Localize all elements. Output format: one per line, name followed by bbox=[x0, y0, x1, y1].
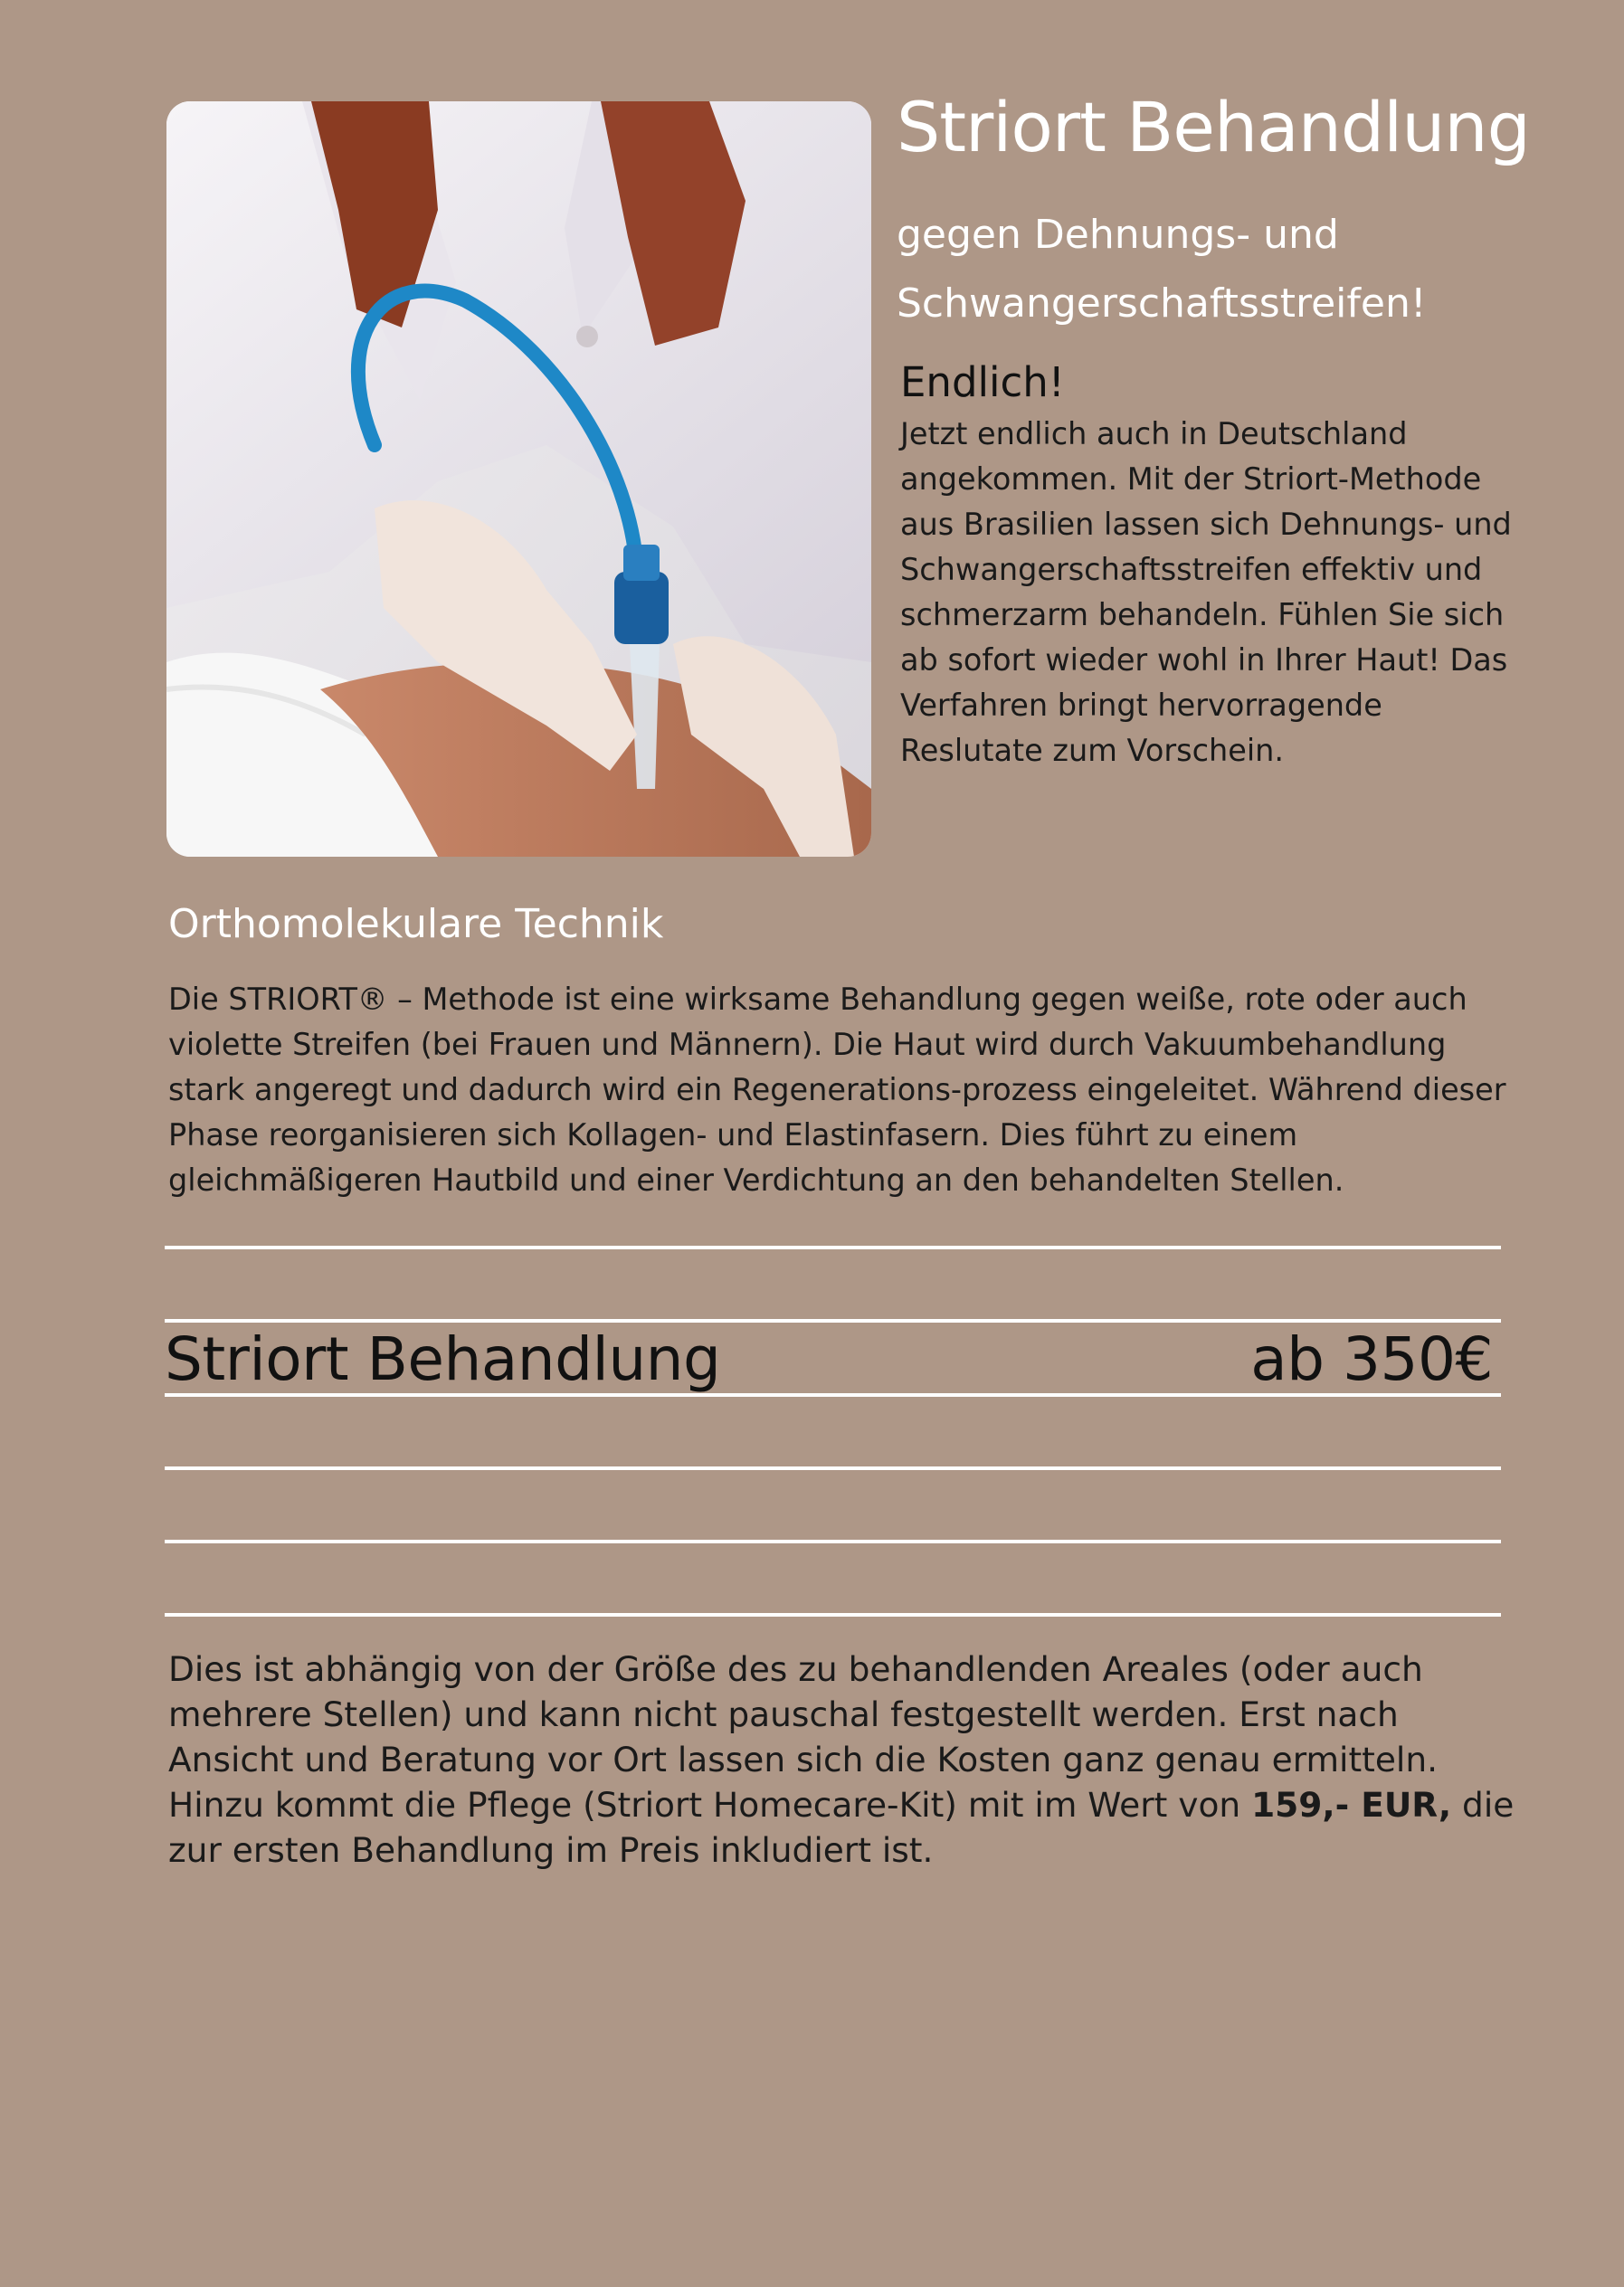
price-footnote bbox=[168, 1646, 1516, 1873]
divider bbox=[165, 1393, 1501, 1397]
intro-heading: Endlich! bbox=[900, 358, 1065, 406]
footnote-price: 159,- EUR, bbox=[1251, 1785, 1452, 1825]
divider bbox=[165, 1613, 1501, 1617]
divider bbox=[165, 1466, 1501, 1470]
page-subtitle: gegen Dehnungs- und Schwangerschaftsstreifen! bbox=[897, 212, 1427, 327]
price-row bbox=[165, 1323, 1493, 1395]
footnote-text: Dies ist abhängig von der Größe des zu behandlenden Areales (oder auch mehrere Stellen) und kann nicht pauschal festgestellt werden. Erst nach Ansicht und Beratung vor Ort lassen sich die Kosten ganz genau ermitteln. Hinzu kommt die Pflege (Striort Homecare-Kit) mit im Wert von bbox=[168, 1649, 1439, 1825]
section-heading: Orthomolekulare Technik bbox=[168, 901, 664, 947]
divider bbox=[165, 1540, 1501, 1543]
intro-text: Jetzt endlich auch in Deutschland angekommen. Mit der Striort-Methode aus Brasilien lassen sich Dehnungs- und Schwangerschaftsstreifen effektiv und schmerzarm behandeln. Fühlen Sie sich ab sofort wieder wohl in Ihrer Haut! Das Verfahren bringt hervorragende Reslutate zum Vorschein. bbox=[900, 416, 1512, 768]
footnote-text-end: die zur ersten Behandlung im Preis inkludiert ist. bbox=[168, 1785, 1515, 1870]
price-item-name: Striort Behandlung bbox=[165, 1324, 721, 1394]
page-title: Striort Behandlung bbox=[897, 87, 1530, 167]
section-text: Die STRIORT® – Methode ist eine wirksame Behandlung gegen weiße, rote oder auch violette Streifen (bei Frauen und Männern). Die Haut wird durch Vakuumbehandlung stark angeregt und dadurch wird ein Regenerations-prozess eingeleitet. Während dieser Phase reorganisieren sich Kollagen- und Elastinfasern. Dies führt zu einem gleichmäßigeren Hautbild und einer Verdichtung an den behandelten Stellen. bbox=[168, 982, 1506, 1198]
treatment-photo bbox=[166, 101, 871, 857]
divider bbox=[165, 1246, 1501, 1249]
price-item-value: ab 350€ bbox=[1250, 1324, 1493, 1394]
